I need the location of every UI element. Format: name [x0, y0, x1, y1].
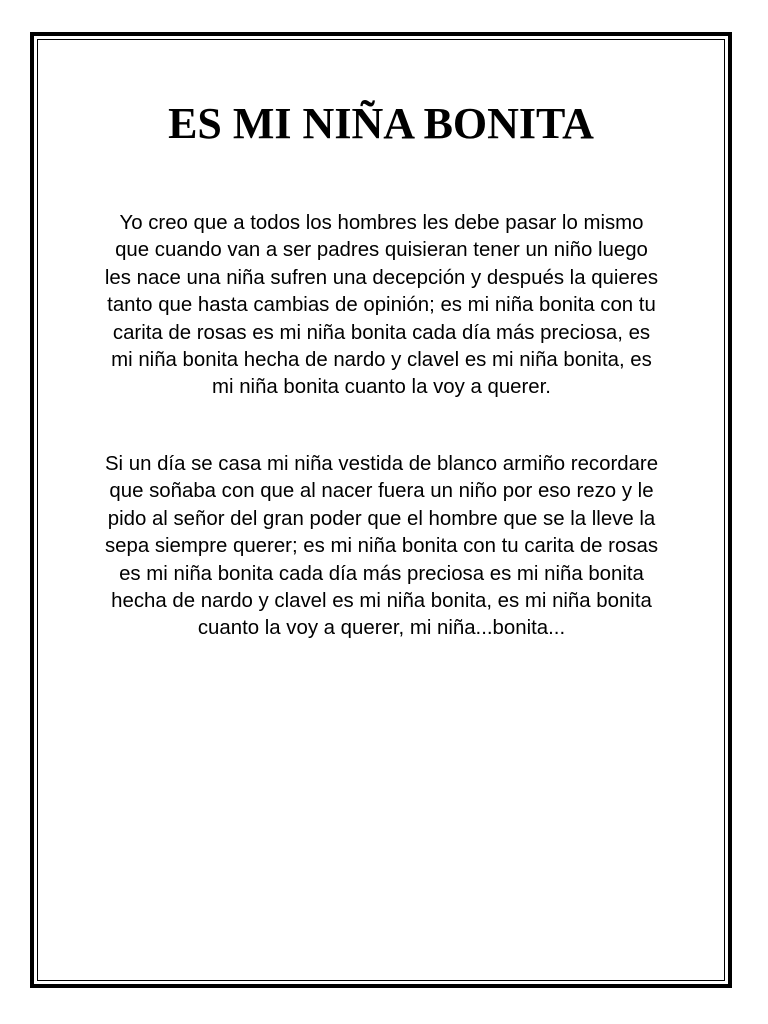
paragraph-2: Si un día se casa mi niña vestida de blanco armiño recordare que soñaba con que al nacer fuera un niño por eso rezo y le pido al señor del gran poder que el hombre que se la lleve la sepa siempre querer; es mi niña bonita con tu carita de rosas es mi niña bonita cada día más preciosa es mi niña bonita hecha de nardo y clavel es mi niña bonita, es mi niña bonita cuanto la voy a querer, mi niña...bonita...	[104, 453, 659, 640]
paragraph-1: Yo creo que a todos los hombres les debe pasar lo mismo que cuando van a ser padres quisieran tener un niño luego les nace una niña sufren una decepción y después la quieres tanto que hasta cambias de opinión; es mi niña bonita con tu carita de rosas es mi niña bonita cada día más preciosa, es mi niña bonita hecha de nardo y clavel es mi niña bonita, es mi niña bonita cuanto la voy a querer.	[104, 212, 659, 399]
document-title: ES MI NIÑA BONITA	[168, 99, 594, 148]
